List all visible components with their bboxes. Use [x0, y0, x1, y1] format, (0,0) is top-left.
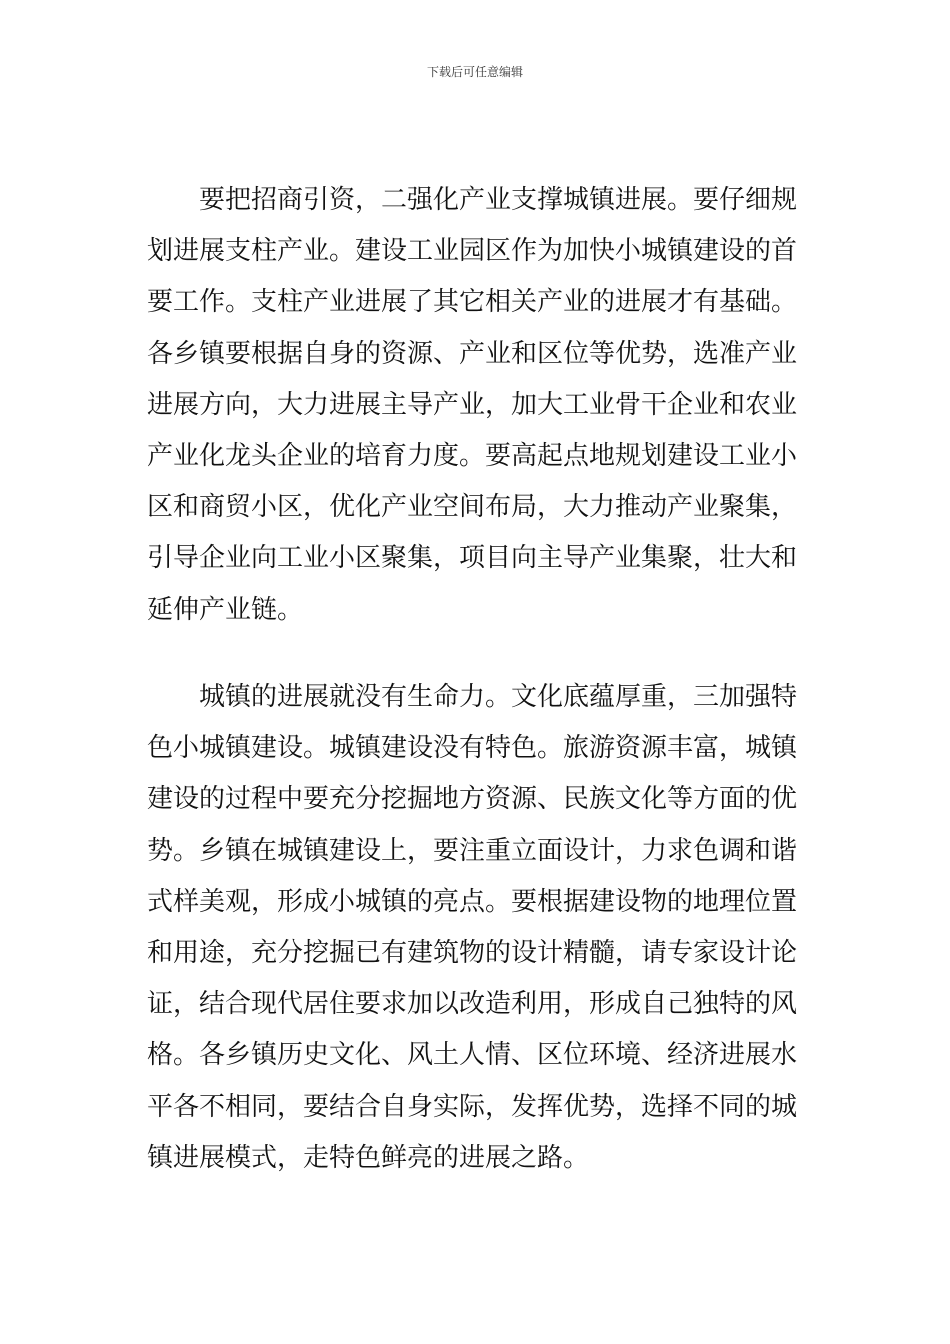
- text-line: 产业化龙头企业的培育力度。要高起点地规划建设工业小: [147, 440, 798, 471]
- text-line: 要工作。支柱产业进展了其它相关产业的进展才有基础。: [147, 287, 798, 318]
- text-line: 证，结合现代居住要求加以改造利用，形成自己独特的风: [147, 989, 798, 1020]
- paragraph-town-characteristics: [147, 672, 811, 1184]
- text-line: 引导企业向工业小区聚集，项目向主导产业集聚，壮大和: [147, 543, 798, 574]
- text-line: 要把招商引资，二强化产业支撑城镇进展。要仔细规: [199, 185, 798, 215]
- text-line: 区和商贸小区，优化产业空间布局，大力推动产业聚集，: [147, 492, 798, 523]
- text-line: 和用途，充分挖掘已有建筑物的设计精髓，请专家设计论: [147, 937, 798, 968]
- text-line: 格。各乡镇历史文化、风土人情、区位环境、经济进展水: [147, 1040, 798, 1071]
- page-header: 下载后可任意编辑: [426, 65, 523, 79]
- text-line: 平各不相同，要结合自身实际，发挥优势，选择不同的城: [147, 1091, 798, 1122]
- text-line: 城镇的进展就没有生命力。文化底蕴厚重，三加强特: [199, 682, 798, 712]
- paragraph-industry-support: [147, 175, 811, 636]
- text-line: 镇进展模式，走特色鲜亮的进展之路。: [147, 1142, 590, 1173]
- text-line: 势。乡镇在城镇建设上，要注重立面设计，力求色调和谐: [147, 835, 798, 866]
- text-line: 建设的过程中要充分挖掘地方资源、民族文化等方面的优: [147, 784, 798, 815]
- text-line: 延伸产业链。: [147, 594, 304, 625]
- text-line: 进展方向，大力进展主导产业，加大工业骨干企业和农业: [147, 389, 798, 420]
- text-line: 各乡镇要根据自身的资源、产业和区位等优势，选准产业: [147, 338, 798, 369]
- text-line: 色小城镇建设。城镇建设没有特色。旅游资源丰富，城镇: [147, 733, 798, 764]
- text-line: 划进展支柱产业。建设工业园区作为加快小城镇建设的首: [147, 236, 798, 267]
- text-line: 式样美观，形成小城镇的亮点。要根据建设物的地理位置: [147, 886, 798, 917]
